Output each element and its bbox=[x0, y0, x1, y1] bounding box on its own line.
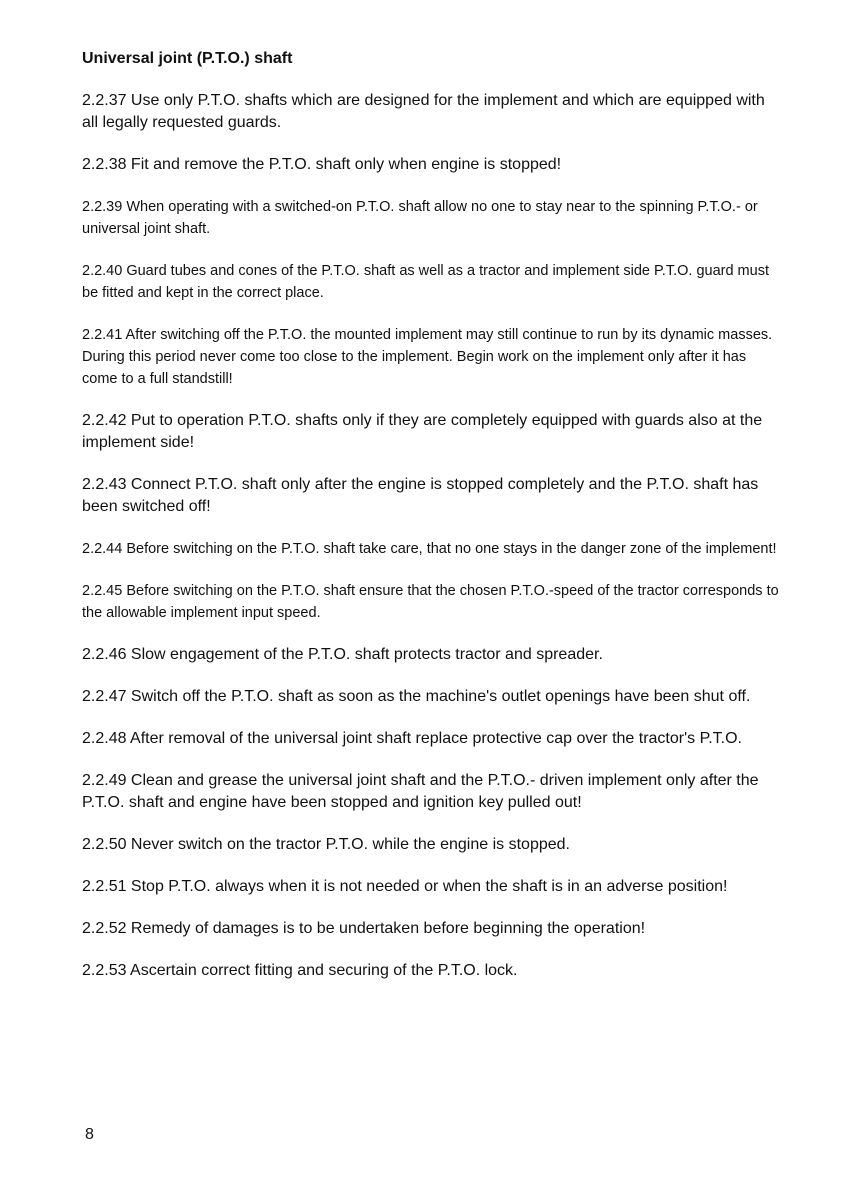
paragraph-2-2-47: 2.2.47 Switch off the P.T.O. shaft as soon as the machine's outlet openings have been shut off. bbox=[82, 688, 751, 705]
paragraph-2-2-40: 2.2.40 Guard tubes and cones of the P.T.O. shaft as well as a tractor and implement side P.T.O. guard must be fitted and kept in the correct place. bbox=[82, 263, 769, 301]
paragraph-2-2-41: 2.2.41 After switching off the P.T.O. the mounted implement may still continue to run by its dynamic masses. During this period never come too close to the implement. Begin work on the implement only after it has come to a full standstill! bbox=[82, 327, 773, 387]
paragraph-2-2-52: 2.2.52 Remedy of damages is to be undertaken before beginning the operation! bbox=[82, 920, 646, 937]
paragraph-2-2-39: 2.2.39 When operating with a switched-on P.T.O. shaft allow no one to stay near to the spinning P.T.O.- or universal joint shaft. bbox=[82, 199, 758, 237]
paragraph-2-2-49: 2.2.49 Clean and grease the universal joint shaft and the P.T.O.- driven implement only after the P.T.O. shaft and engine have been stopped and ignition key pulled out! bbox=[82, 772, 759, 811]
section-heading: Universal joint (P.T.O.) shaft bbox=[82, 50, 293, 67]
paragraph-2-2-44: 2.2.44 Before switching on the P.T.O. shaft take care, that no one stays in the danger zone of the implement! bbox=[82, 541, 777, 557]
paragraph-2-2-50: 2.2.50 Never switch on the tractor P.T.O. while the engine is stopped. bbox=[82, 836, 570, 853]
paragraph-2-2-42: 2.2.42 Put to operation P.T.O. shafts only if they are completely equipped with guards also at the implement side! bbox=[82, 412, 763, 451]
paragraph-2-2-53: 2.2.53 Ascertain correct fitting and securing of the P.T.O. lock. bbox=[82, 962, 518, 979]
paragraph-2-2-43: 2.2.43 Connect P.T.O. shaft only after the engine is stopped completely and the P.T.O. shaft has been switched off! bbox=[82, 476, 759, 515]
paragraph-2-2-38: 2.2.38 Fit and remove the P.T.O. shaft only when engine is stopped! bbox=[82, 156, 562, 173]
document-page bbox=[82, 48, 782, 1002]
page-number: 8 bbox=[85, 1126, 94, 1143]
paragraph-2-2-48: 2.2.48 After removal of the universal joint shaft replace protective cap over the tractor's P.T.O. bbox=[82, 730, 742, 747]
paragraph-2-2-45: 2.2.45 Before switching on the P.T.O. shaft ensure that the chosen P.T.O.-speed of the tractor corresponds to the allowable implement input speed. bbox=[82, 583, 779, 621]
paragraph-2-2-46: 2.2.46 Slow engagement of the P.T.O. shaft protects tractor and spreader. bbox=[82, 646, 603, 663]
paragraph-2-2-37: 2.2.37 Use only P.T.O. shafts which are designed for the implement and which are equipped with all legally requested guards. bbox=[82, 92, 765, 131]
paragraph-2-2-51: 2.2.51 Stop P.T.O. always when it is not needed or when the shaft is in an adverse position! bbox=[82, 878, 728, 895]
